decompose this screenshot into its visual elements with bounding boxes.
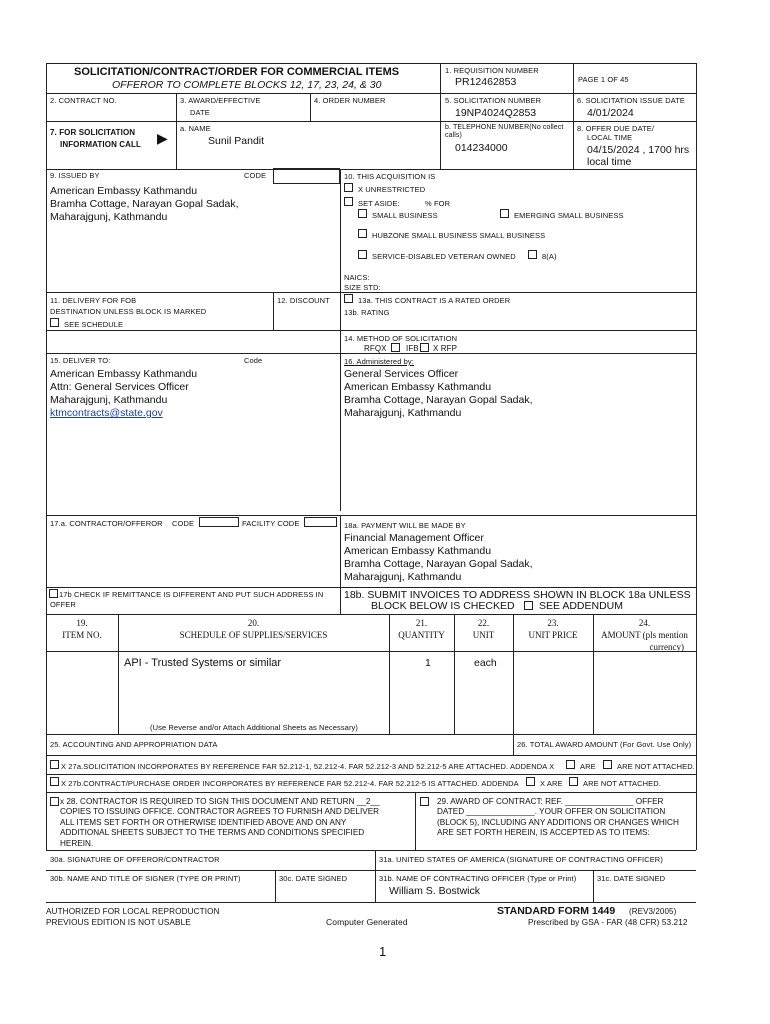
clause-27a-not-checkbox[interactable] xyxy=(603,760,612,769)
unrestricted-checkbox[interactable] xyxy=(344,183,353,192)
form-subtitle: OFFEROR TO COMPLETE BLOCKS 12, 17, 23, 24, & 30 xyxy=(112,79,382,91)
header-item-no xyxy=(46,617,118,641)
continuation-note: (Use Reverse and/or Attach Additional Sheets as Necessary) xyxy=(150,723,358,732)
clause-28-text-cont xyxy=(60,807,379,849)
signature-officer-label: 31a. UNITED STATES OF AMERICA (SIGNATURE OF CONTRACTING OFFICER) xyxy=(379,855,663,864)
arrow-right-icon: ▶ xyxy=(157,130,168,146)
delivery-fob-label: 11. DELIVERY FOR FOB xyxy=(50,296,137,305)
address-line: American Embassy Kathmandu xyxy=(50,185,198,197)
column-number: 21. xyxy=(415,618,428,628)
percent-for-label: % FOR xyxy=(425,199,451,208)
set-aside-label: SET ASIDE: xyxy=(358,199,400,208)
offer-due-label-2: LOCAL TIME xyxy=(587,133,633,142)
clause-line: (BLOCK 5), INCLUDING ANY ADDITIONS OR CHANGES WHICH xyxy=(437,817,679,827)
page-count: PAGE 1 OF 45 xyxy=(578,75,629,84)
contract-no-label: 2. CONTRACT NO. xyxy=(50,96,117,105)
item-quantity: 1 xyxy=(425,657,431,669)
issue-date-label: 6. SOLICITATION ISSUE DATE xyxy=(577,96,686,105)
column-number: 22. xyxy=(477,618,490,628)
address-line: American Embassy Kathmandu xyxy=(344,381,492,393)
column-title: UNIT xyxy=(472,630,495,640)
signer-name-label: 30b. NAME AND TITLE OF SIGNER (TYPE OR PRINT) xyxy=(50,874,241,883)
facility-code-field[interactable] xyxy=(304,517,337,527)
award-date-label: 3. AWARD/EFFECTIVE xyxy=(180,96,261,105)
header-unit xyxy=(454,617,513,641)
clause-line: COPIES TO ISSUING OFFICE. CONTRACTOR AGREES TO FURNISH AND DELIVER xyxy=(60,807,380,817)
see-schedule-checkbox[interactable] xyxy=(50,318,59,327)
method-label: 14. METHOD OF SOLICITATION xyxy=(344,334,458,343)
officer-date-label: 31c. DATE SIGNED xyxy=(597,874,666,883)
address-line: General Services Officer xyxy=(344,368,459,380)
emerging-small-business-label: EMERGING SMALL BUSINESS xyxy=(514,211,624,220)
column-title: currency) xyxy=(649,642,684,652)
address-line: Maharajgunj, Kathmandu xyxy=(344,407,462,419)
rfq-checkbox[interactable] xyxy=(391,343,400,352)
order-number-label: 4. ORDER NUMBER xyxy=(314,96,386,105)
emerging-small-business-checkbox[interactable] xyxy=(500,209,509,218)
deliver-to-address xyxy=(50,368,197,420)
clause-27a-not-label: ARE NOT ATTACHED. xyxy=(617,762,695,771)
facility-code-label: FACILITY CODE xyxy=(242,519,300,528)
payment-label: 18a. PAYMENT WILL BE MADE BY xyxy=(344,521,466,530)
column-number: 20. xyxy=(247,618,260,628)
clause-27b-are-checkbox[interactable] xyxy=(526,777,535,786)
address-line: Bramha Cottage, Narayan Gopal Sadak, xyxy=(344,558,533,570)
hubzone-checkbox[interactable] xyxy=(358,229,367,238)
address-line: Financial Management Officer xyxy=(344,532,484,544)
set-aside-checkbox[interactable] xyxy=(344,197,353,206)
telephone-label-2: calls) xyxy=(445,132,462,139)
award-date-label-2: DATE xyxy=(190,108,210,117)
ifb-checkbox[interactable] xyxy=(420,343,429,352)
form-title: SOLICITATION/CONTRACT/ORDER FOR COMMERCIAL ITEMS xyxy=(74,66,400,78)
offer-due-label: 8. OFFER DUE DATE/ xyxy=(577,124,655,133)
acquisition-label: 10. THIS ACQUISITION IS xyxy=(344,172,436,181)
issued-by-address xyxy=(50,185,239,224)
item-unit: each xyxy=(474,657,497,669)
standard-form-title: STANDARD FORM 1449 xyxy=(497,905,616,917)
address-line: Maharajgunj, Kathmandu xyxy=(50,211,168,223)
column-title: SCHEDULE OF SUPPLIES/SERVICES xyxy=(179,630,328,640)
see-addendum-checkbox[interactable] xyxy=(524,601,533,610)
ifb-label: IFB xyxy=(406,344,419,353)
item-description: API - Trusted Systems or similar xyxy=(124,657,282,669)
clause-27a-are-label: ARE xyxy=(580,762,596,771)
requisition-number: PR12462853 xyxy=(455,76,517,88)
clause-27b-are-label: X ARE xyxy=(540,779,563,788)
discount-label: 12. DISCOUNT xyxy=(277,296,330,305)
issue-date: 4/01/2024 xyxy=(587,107,634,119)
small-business-checkbox[interactable] xyxy=(358,209,367,218)
eight-a-checkbox[interactable] xyxy=(528,250,537,259)
page-number: 1 xyxy=(379,944,387,959)
address-line: Attn: General Services Officer xyxy=(50,381,189,393)
telephone-number: 014234000 xyxy=(455,142,508,154)
see-addendum-label: SEE ADDENDUM xyxy=(539,600,624,612)
clause-29-text xyxy=(437,797,679,839)
header-unit-price xyxy=(513,617,593,641)
requisition-label: 1. REQUISITION NUMBER xyxy=(445,66,539,75)
clause-29-checkbox[interactable] xyxy=(420,797,429,806)
computer-generated-text: Computer Generated xyxy=(326,917,408,927)
signer-date-label: 30c. DATE SIGNED xyxy=(279,874,348,883)
clause-line: HEREIN. xyxy=(60,838,94,848)
header-quantity xyxy=(389,617,454,641)
deliver-to-code-label: Code xyxy=(244,356,263,365)
invoice-label: 18b. SUBMIT INVOICES TO ADDRESS SHOWN IN BLOCK 18a UNLESS xyxy=(344,589,691,601)
prescribed-text: Prescribed by GSA - FAR (48 CFR) 53.212 xyxy=(528,918,688,927)
telephone-label: b. TELEPHONE NUMBER(No collect xyxy=(445,124,564,131)
offer-due-time: local time xyxy=(587,156,632,168)
form-revision: (REV3/2005) xyxy=(629,907,677,916)
clause-line: 29. AWARD OF CONTRACT: REF. _______________ OFFER xyxy=(437,797,664,806)
clause-27b-not-label: ARE NOT ATTACHED. xyxy=(583,779,661,788)
administered-by-label: 16. Administered by: xyxy=(344,357,414,366)
unrestricted-label: X UNRESTRICTED xyxy=(358,185,426,194)
sdvo-label: SERVICE-DISABLED VETERAN OWNED xyxy=(372,252,516,261)
remittance-label-2: OFFER xyxy=(50,600,76,609)
clause-27b-checkbox[interactable] xyxy=(50,777,59,786)
contracts-email-link[interactable]: ktmcontracts@state.gov xyxy=(50,407,163,419)
address-line: Bramha Cottage, Narayan Gopal Sadak, xyxy=(344,394,533,406)
address-line: American Embassy Kathmandu xyxy=(50,368,198,380)
clause-line: DATED _______________. YOUR OFFER ON SOLICITATION xyxy=(437,807,666,817)
solicitation-number-label: 5. SOLICITATION NUMBER xyxy=(445,96,542,105)
rated-order-label: 13a. THIS CONTRACT IS A RATED ORDER xyxy=(358,296,511,305)
clause-27b-text: X 27b.CONTRACT/PURCHASE ORDER INCORPORATES BY REFERENCE FAR 52.212-4. FAR 52.212-5 IS ATTACHED. ADDENDA xyxy=(61,779,519,788)
rating-label: 13b. RATING xyxy=(344,308,390,317)
address-line: American Embassy Kathmandu xyxy=(344,545,492,557)
address-line: Bramha Cottage, Narayan Gopal Sadak, xyxy=(50,198,239,210)
clause-27b-not-checkbox[interactable] xyxy=(569,777,578,786)
administered-by-address xyxy=(344,368,533,420)
info-call-label: 7. FOR SOLICITATION xyxy=(50,128,136,137)
hubzone-label: HUBZONE SMALL BUSINESS SMALL BUSINESS xyxy=(372,231,546,240)
total-award-label: 26. TOTAL AWARD AMOUNT (For Govt. Use Only) xyxy=(517,740,692,749)
small-business-label: SMALL BUSINESS xyxy=(372,211,438,220)
delivery-fob-label-2: DESTINATION UNLESS BLOCK IS MARKED xyxy=(50,307,207,316)
eight-a-label: 8(A) xyxy=(542,252,557,261)
issued-code-label: CODE xyxy=(244,171,267,180)
issued-by-label: 9. ISSUED BY xyxy=(50,171,100,180)
clause-27a-checkbox[interactable] xyxy=(50,760,59,769)
header-schedule xyxy=(118,617,389,641)
column-number: 23. xyxy=(547,618,559,628)
deliver-to-label: 15. DELIVER TO: xyxy=(50,356,111,365)
rfp-label: X RFP xyxy=(433,344,458,353)
naics-label: NAICS: xyxy=(344,273,370,282)
contractor-code-field[interactable] xyxy=(199,517,239,527)
accounting-label: 25. ACCOUNTING AND APPROPRIATION DATA xyxy=(50,740,218,749)
officer-name: William S. Bostwick xyxy=(389,885,481,897)
address-line: Maharajgunj, Kathmandu xyxy=(50,394,168,406)
sdvo-checkbox[interactable] xyxy=(358,250,367,259)
issued-code-field[interactable] xyxy=(273,168,340,184)
header-amount xyxy=(593,617,696,653)
clause-28-checkbox[interactable] xyxy=(50,797,59,806)
remittance-checkbox[interactable] xyxy=(49,589,58,598)
clause-line: x 28. CONTRACTOR IS REQUIRED TO SIGN THIS DOCUMENT AND RETURN __2__ xyxy=(60,797,380,806)
solicitation-number: 19NP4024Q2853 xyxy=(455,107,537,119)
info-call-label-2: INFORMATION CALL xyxy=(60,140,141,149)
size-std-label: SIZE STD: xyxy=(344,283,381,292)
rated-order-checkbox[interactable] xyxy=(344,294,353,303)
payment-address xyxy=(344,532,533,584)
column-title: ITEM NO. xyxy=(62,630,102,640)
column-number: 19. xyxy=(76,618,88,628)
clause-27a-are-checkbox[interactable] xyxy=(566,760,575,769)
clause-line: ARE SET FORTH HEREIN, IS ACCEPTED AS TO ITEMS: xyxy=(437,828,650,838)
contact-name: Sunil Pandit xyxy=(208,135,265,147)
column-title: QUANTITY xyxy=(398,630,445,640)
officer-name-label: 31b. NAME OF CONTRACTING OFFICER (Type or Print) xyxy=(379,874,577,883)
contractor-code-label: CODE xyxy=(172,519,195,528)
offer-due-date: 04/15/2024 , 1700 hrs xyxy=(587,144,690,156)
column-title: UNIT PRICE xyxy=(528,630,578,640)
clause-28-text xyxy=(60,797,380,807)
clause-27a-text: X 27a.SOLICITATION INCORPORATES BY REFERENCE FAR 52.212-1, 52.212-4. FAR 52.212-3 AND 52.212-5 ARE ATTACHED. ADDENDA X xyxy=(61,762,555,771)
previous-edition-text: PREVIOUS EDITION IS NOT USABLE xyxy=(46,918,191,927)
column-number: 24. xyxy=(638,618,651,628)
authorized-text: AUTHORIZED FOR LOCAL REPRODUCTION xyxy=(46,907,220,916)
address-line: Maharajgunj, Kathmandu xyxy=(344,571,462,583)
rfq-label: RFQX xyxy=(364,344,387,353)
remittance-label: 17b CHECK IF REMITTANCE IS DIFFERENT AND PUT SUCH ADDRESS IN xyxy=(59,590,324,599)
contractor-label: 17.a. CONTRACTOR/OFFEROR xyxy=(50,519,163,528)
column-title: AMOUNT (pls mention xyxy=(601,630,688,640)
contact-name-label: a. NAME xyxy=(180,124,211,133)
see-schedule-label: SEE SCHEDULE xyxy=(64,320,124,329)
signature-offeror-label: 30a. SIGNATURE OF OFFEROR/CONTRACTOR xyxy=(50,855,220,864)
clause-line: ALL ITEMS SET FORTH OR OTHERWISE IDENTIFIED ABOVE AND ON ANY xyxy=(60,817,347,827)
clause-line: ADDITIONAL SHEETS SUBJECT TO THE TERMS AND CONDITIONS SPECIFIED xyxy=(60,828,365,838)
invoice-label-2: BLOCK BELOW IS CHECKED xyxy=(371,600,515,612)
